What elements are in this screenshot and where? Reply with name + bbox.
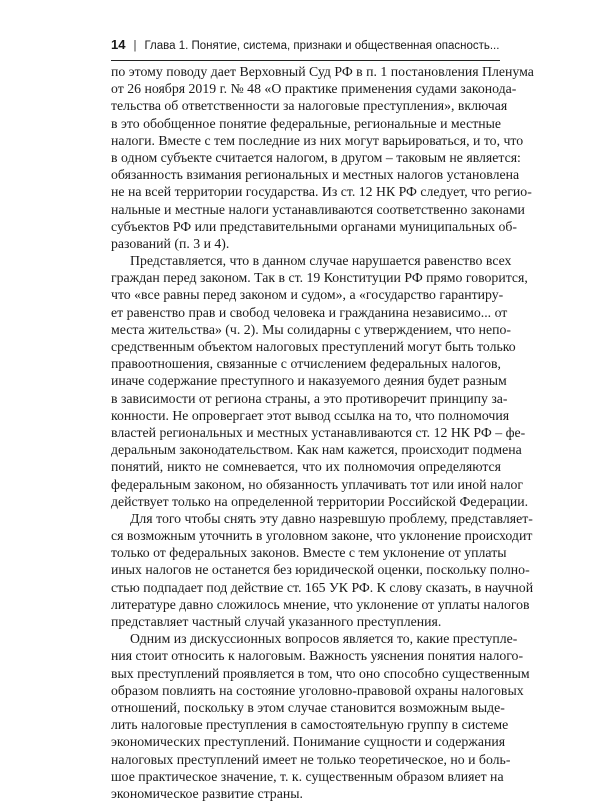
text-line: лить налоговые преступления в самостоятельную группу в системе xyxy=(111,717,509,733)
text-line: места жительства» (ч. 2). Мы солидарны с утверждением, что непо- xyxy=(111,321,512,337)
text-line: Для того чтобы снять эту давно назревшую проблему, представляет- xyxy=(130,510,533,526)
paragraph xyxy=(111,630,530,802)
text-line: отношений, поскольку в этом случае становится возможным выде- xyxy=(111,699,505,715)
text-line: Представляется, что в данном случае нарушается равенство всех xyxy=(130,253,512,269)
text-line: нальные и местные налоги устанавливаются соответственно законами xyxy=(111,201,525,217)
text-line: налоги. Вместе с тем последние из них могут варьироваться, и то, что xyxy=(111,132,524,148)
text-line: налоговых преступлений имеет не только теоретическое, но и боль- xyxy=(111,751,511,767)
text-line: не на всей территории государства. Из ст. 12 НК РФ следует, что регио- xyxy=(111,184,532,200)
text-line: действует только на определенной территории Российской Федерации. xyxy=(111,493,529,509)
text-line: вых преступлений проявляется в том, что оно способно существенным xyxy=(111,665,530,681)
text-line: по этому поводу дает Верховный Суд РФ в п. 1 постановления Пленума xyxy=(111,64,534,79)
text-line: шое практическое значение, т. к. существенным образом влияет на xyxy=(111,768,504,784)
text-line: образом повлиять на состояние уголовно-правовой охраны налоговых xyxy=(111,682,524,698)
text-line: конности. Не опровергает этот вывод ссылка на то, что полномочия xyxy=(111,407,510,423)
page-number: 14 xyxy=(111,37,126,52)
running-header xyxy=(111,36,500,61)
running-title: Глава 1. Понятие, система, признаки и общественная опасность... xyxy=(144,40,500,52)
text-line: разований (п. 3 и 4). xyxy=(111,235,230,251)
text-line: только от федеральных законов. Вместе с тем уклонение от уплаты xyxy=(111,545,507,561)
text-line: ет равенство прав и свобод человека и гражданина независимо... от xyxy=(111,304,508,320)
text-line: Одним из дискуссионных вопросов является то, какие преступле- xyxy=(130,631,518,647)
text-line: ния стоит относить к налоговым. Важность уяснения понятия налого- xyxy=(111,648,524,664)
text-line: экономическое развитие страны. xyxy=(111,785,303,801)
text-line: понятий, никто не сомневается, что их полномочия определяются xyxy=(111,459,501,475)
paragraph xyxy=(111,510,534,630)
text-line: деральным законодательством. Как нам кажется, происходит подмена xyxy=(111,442,522,458)
text-line: субъектов РФ или представительными органами муниципальных об- xyxy=(111,218,517,234)
text-line: иных налогов не останется без юридической оценки, поскольку полно- xyxy=(111,562,530,578)
header-separator: | xyxy=(133,40,137,52)
body-text xyxy=(111,63,534,802)
text-line: в это обобщенное понятие федеральные, региональные и местные xyxy=(111,115,502,131)
text-line: тельства об ответственности за налоговые преступления», включая xyxy=(111,98,508,114)
paragraph xyxy=(111,252,529,510)
text-line: иначе содержание преступного и наказуемого деяния будет разным xyxy=(111,373,507,389)
text-line: стью подпадает под действие ст. 165 УК РФ. К слову сказать, в научной xyxy=(111,579,534,595)
paragraph xyxy=(111,63,534,252)
text-line: в одном субъекте считается налогом, в другом – таковым не является: xyxy=(111,149,521,165)
text-line: что «все равны перед законом и судом», а «государство гарантиру- xyxy=(111,287,504,303)
text-line: правоотношения, связанные с отчислением федеральных налогов, xyxy=(111,356,501,372)
text-line: граждан перед законом. Так в ст. 19 Конституции РФ прямо говорится, xyxy=(111,270,528,286)
text-line: федеральным законом, но обязанность уплачивать тот или иной налог xyxy=(111,476,524,492)
text-line: властей региональных и местных устанавливаются ст. 12 НК РФ – фе- xyxy=(111,424,526,440)
text-line: представляет частный случай указанного преступления. xyxy=(111,614,442,629)
text-line: в зависимости от региона страны, а это противоречит принципу за- xyxy=(111,390,508,406)
text-line: от 26 ноября 2019 г. № 48 «О практике применения судами законода- xyxy=(111,81,517,97)
text-line: литературе давно сложилось мнение, что уклонение от уплаты налогов xyxy=(111,596,530,612)
text-line: средственным объектом налоговых преступлений могут быть только xyxy=(111,339,516,354)
text-line: ся возможным уточнить в уголовном законе, что уклонение происходит xyxy=(111,528,533,544)
text-line: обязанность взимания региональных и местных налогов установлена xyxy=(111,167,520,183)
text-line: экономических преступлений. Понимание сущности и содержания xyxy=(111,734,506,750)
